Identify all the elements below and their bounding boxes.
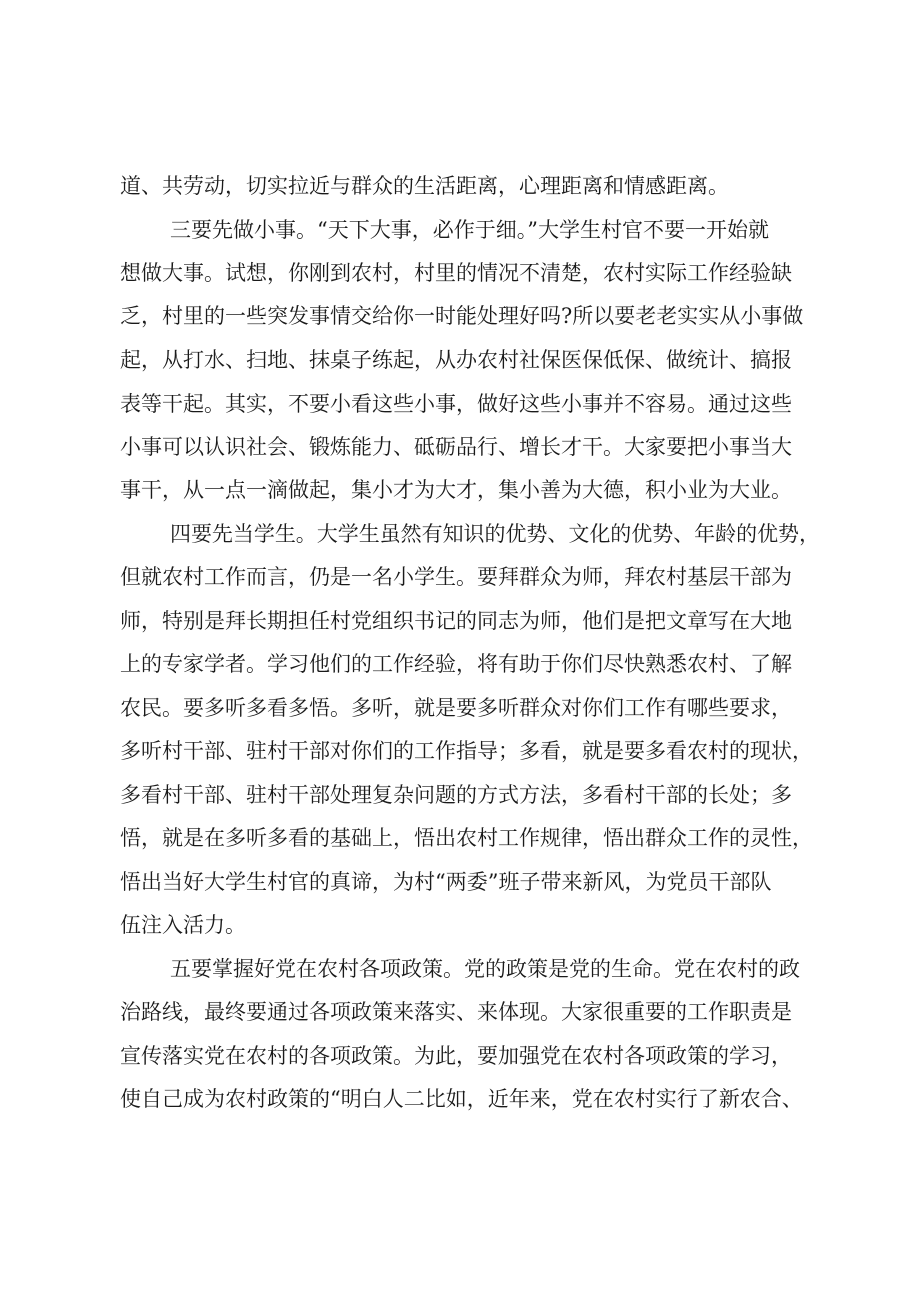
text-line: 农民。要多听多看多悟。多听，就是要多听群众对你们工作有哪些要求， <box>120 696 792 720</box>
text-line: 悟，就是在多听多看的基础上，悟出农村工作规律，悟出群众工作的灵性， <box>120 826 813 850</box>
text-line: 但就农村工作而言，仍是一名小学生。要拜群众为师，拜农村基层干部为 <box>120 565 792 589</box>
text-line: 使自己成为农村政策的“明白人二比如，近年来，党在农村实行了新农合、 <box>120 1087 803 1111</box>
text-line: 多看村干部、驻村干部处理复杂问题的方式方法，多看村干部的长处；多 <box>120 783 792 807</box>
paragraph-start-line: 三要先做小事。“天下大事，必作于细。”大学生村官不要一开始就 <box>170 218 769 242</box>
text-line: 治路线，最终要通过各项政策来落实、来体现。大家很重要的工作职责是 <box>120 1000 792 1024</box>
text-line: 起，从打水、扫地、抹桌子练起，从办农村社保医保低保、做统计、搞报 <box>120 348 792 372</box>
text-line: 乏，村里的一些突发事情交给你一时能处理好吗?所以要老老实实从小事做 <box>120 304 804 328</box>
text-line: 宣传落实党在农村的各项政策。为此，要加强党在农村各项政策的学习， <box>120 1044 792 1068</box>
paragraph-start-line: 五要掌握好党在农村各项政策。党的政策是党的生命。党在农村的政 <box>170 957 800 981</box>
text-line: 师，特别是拜长期担任村党组织书记的同志为师，他们是把文章写在大地 <box>120 609 792 633</box>
text-line: 道、共劳动，切实拉近与群众的生活距离，心理距离和情感距离。 <box>120 174 729 198</box>
text-line: 表等干起。其实，不要小看这些小事，做好这些小事并不容易。通过这些 <box>120 392 792 416</box>
text-line: 伍注入活力。 <box>120 913 246 937</box>
text-line: 上的专家学者。学习他们的工作经验，将有助于你们尽快熟悉农村、了解 <box>120 652 792 676</box>
text-line: 小事可以认识社会、锻炼能力、砥砺品行、增长才干。大家要把小事当大 <box>120 435 792 459</box>
text-line: 事干，从一点一滴做起，集小才为大才，集小善为大德，积小业为大业。 <box>120 478 792 502</box>
text-line: 想做大事。试想，你刚到农村，村里的情况不清楚，农村实际工作经验缺 <box>120 261 792 285</box>
text-line: 悟出当好大学生村官的真谛，为村“两委”班子带来新风，为党员干部队 <box>120 870 772 894</box>
text-line: 多听村干部、驻村干部对你们的工作指导；多看，就是要多看农村的现状， <box>120 739 813 763</box>
paragraph-start-line: 四要先当学生。大学生虽然有知识的优势、文化的优势、年龄的优势， <box>170 522 820 546</box>
